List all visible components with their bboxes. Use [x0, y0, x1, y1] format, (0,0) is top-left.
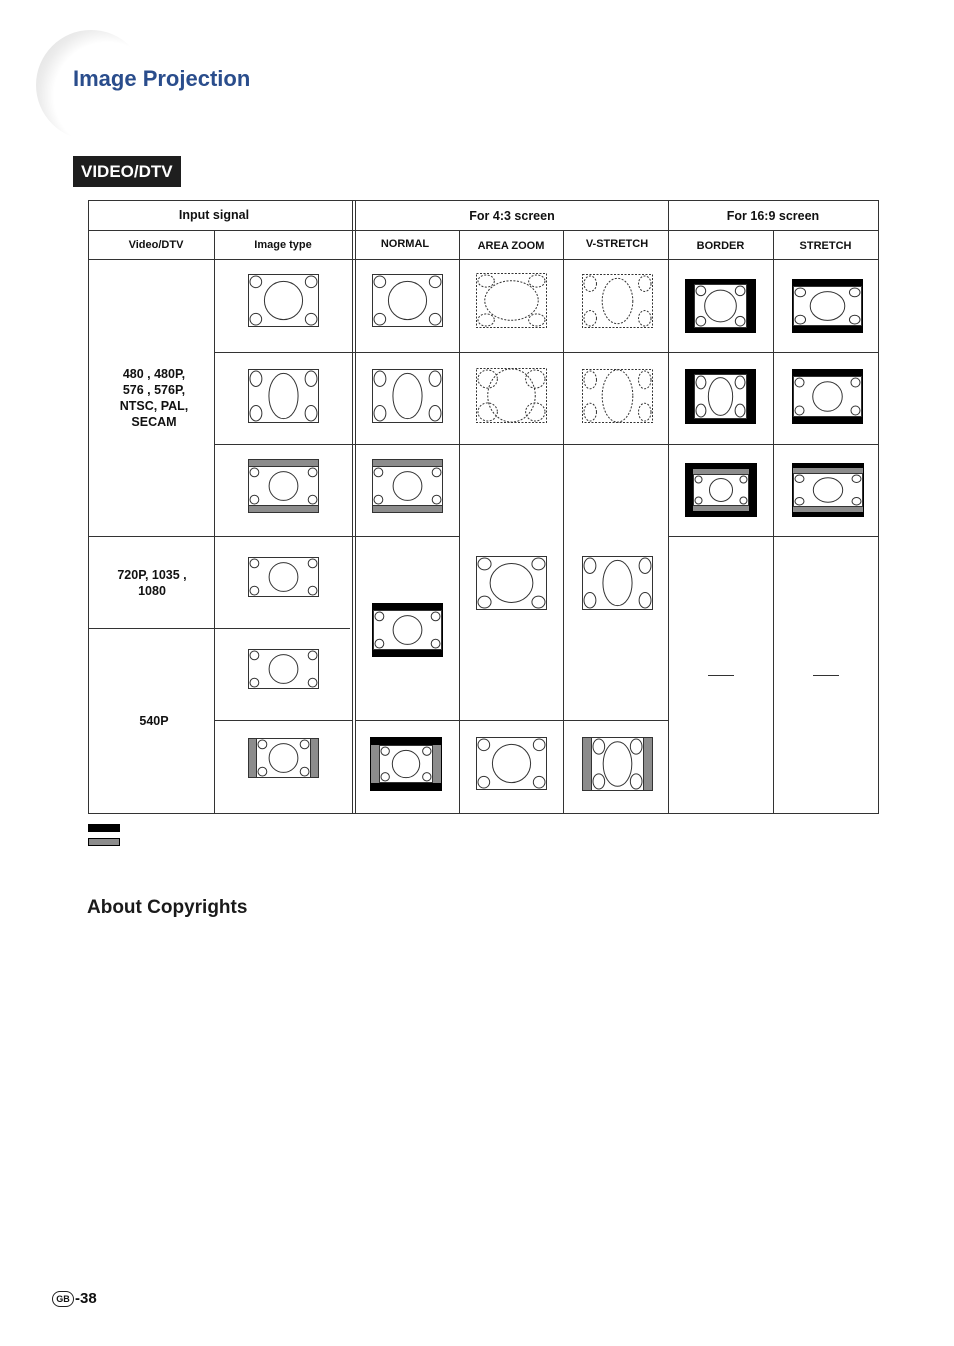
table-divider-a [352, 200, 353, 814]
page-number-text: -38 [75, 1290, 97, 1307]
thumb-sd-letterbox-type [248, 459, 319, 513]
stretch-not-applicable [813, 675, 839, 676]
col-stretch: STRETCH [799, 239, 852, 252]
thumb-540-pillar-normal [370, 737, 442, 791]
header-16-9-screen: For 16:9 screen [726, 209, 820, 223]
vline-area-zoom [459, 230, 460, 814]
col-area-zoom: AREA ZOOM [477, 239, 545, 252]
header-4-3-screen: For 4:3 screen [469, 209, 555, 223]
thumb-sd-std-type [248, 274, 319, 327]
thumb-sd-squeeze-border [685, 369, 756, 424]
row-line-2 [214, 444, 878, 445]
page-number [52, 1290, 97, 1307]
thumb-sd-squeeze-areazoom [476, 368, 547, 423]
thumb-sd-squeeze-vstretch [582, 369, 653, 423]
row-line-3b [668, 536, 878, 537]
thumb-sd-squeeze-type [248, 369, 319, 423]
col-v-stretch: V-STRETCH [585, 237, 649, 250]
vline-stretch [773, 230, 774, 814]
signal-720p-1080: 720P, 1035 , 1080 [117, 567, 187, 598]
legend-black-bar [88, 824, 120, 832]
thumb-sd-std-areazoom [476, 273, 547, 328]
thumb-sd-std-normal [372, 274, 443, 327]
vline-v-stretch [563, 230, 564, 814]
header-input-signal: Input signal [178, 208, 250, 222]
thumb-sd-letterbox-stretch [792, 463, 864, 517]
row-line-5a [214, 720, 352, 721]
thumb-540-pillar-vstretch [582, 737, 653, 791]
signal-540p: 540P [139, 714, 169, 728]
thumb-540-pillar-areazoom [476, 737, 547, 790]
thumb-hd-type [248, 557, 319, 597]
col-image-type: Image type [254, 238, 312, 251]
gb-region-badge: GB [52, 1291, 74, 1307]
col-video-dtv: Video/DTV [128, 238, 184, 251]
col-normal: NORMAL [380, 237, 430, 250]
table-divider-b [355, 200, 356, 814]
thumb-sd-std-vstretch [582, 274, 653, 328]
table-border-bottom [88, 813, 878, 814]
thumb-sd-squeeze-stretch [792, 369, 863, 424]
thumb-hd-540-vstretch [582, 556, 653, 610]
thumb-540-wide-type [248, 649, 319, 689]
page-title: Image Projection [73, 66, 251, 91]
legend-gray-bar [88, 838, 120, 846]
vline-16-9 [668, 200, 669, 814]
signal-480-576: 480 , 480P, 576 , 576P, NTSC, PAL, SECAM [119, 367, 189, 429]
thumb-sd-letterbox-border [685, 463, 757, 517]
thumb-540-pillar-type [248, 738, 319, 778]
table-border-right [878, 200, 879, 814]
thumb-sd-letterbox-normal [372, 459, 443, 513]
thumb-hd-540-normal [372, 603, 443, 657]
col-border: BORDER [696, 239, 745, 252]
about-copyrights-title: About Copyrights [87, 897, 248, 918]
section-badge: VIDEO/DTV [73, 156, 181, 187]
border-not-applicable [708, 675, 734, 676]
thumb-sd-std-border [685, 279, 756, 333]
thumb-sd-squeeze-normal [372, 369, 443, 423]
thumb-sd-std-stretch [792, 279, 863, 333]
thumb-hd-540-areazoom [476, 556, 547, 610]
row-line-1 [214, 352, 878, 353]
row-line-5b [355, 720, 668, 721]
